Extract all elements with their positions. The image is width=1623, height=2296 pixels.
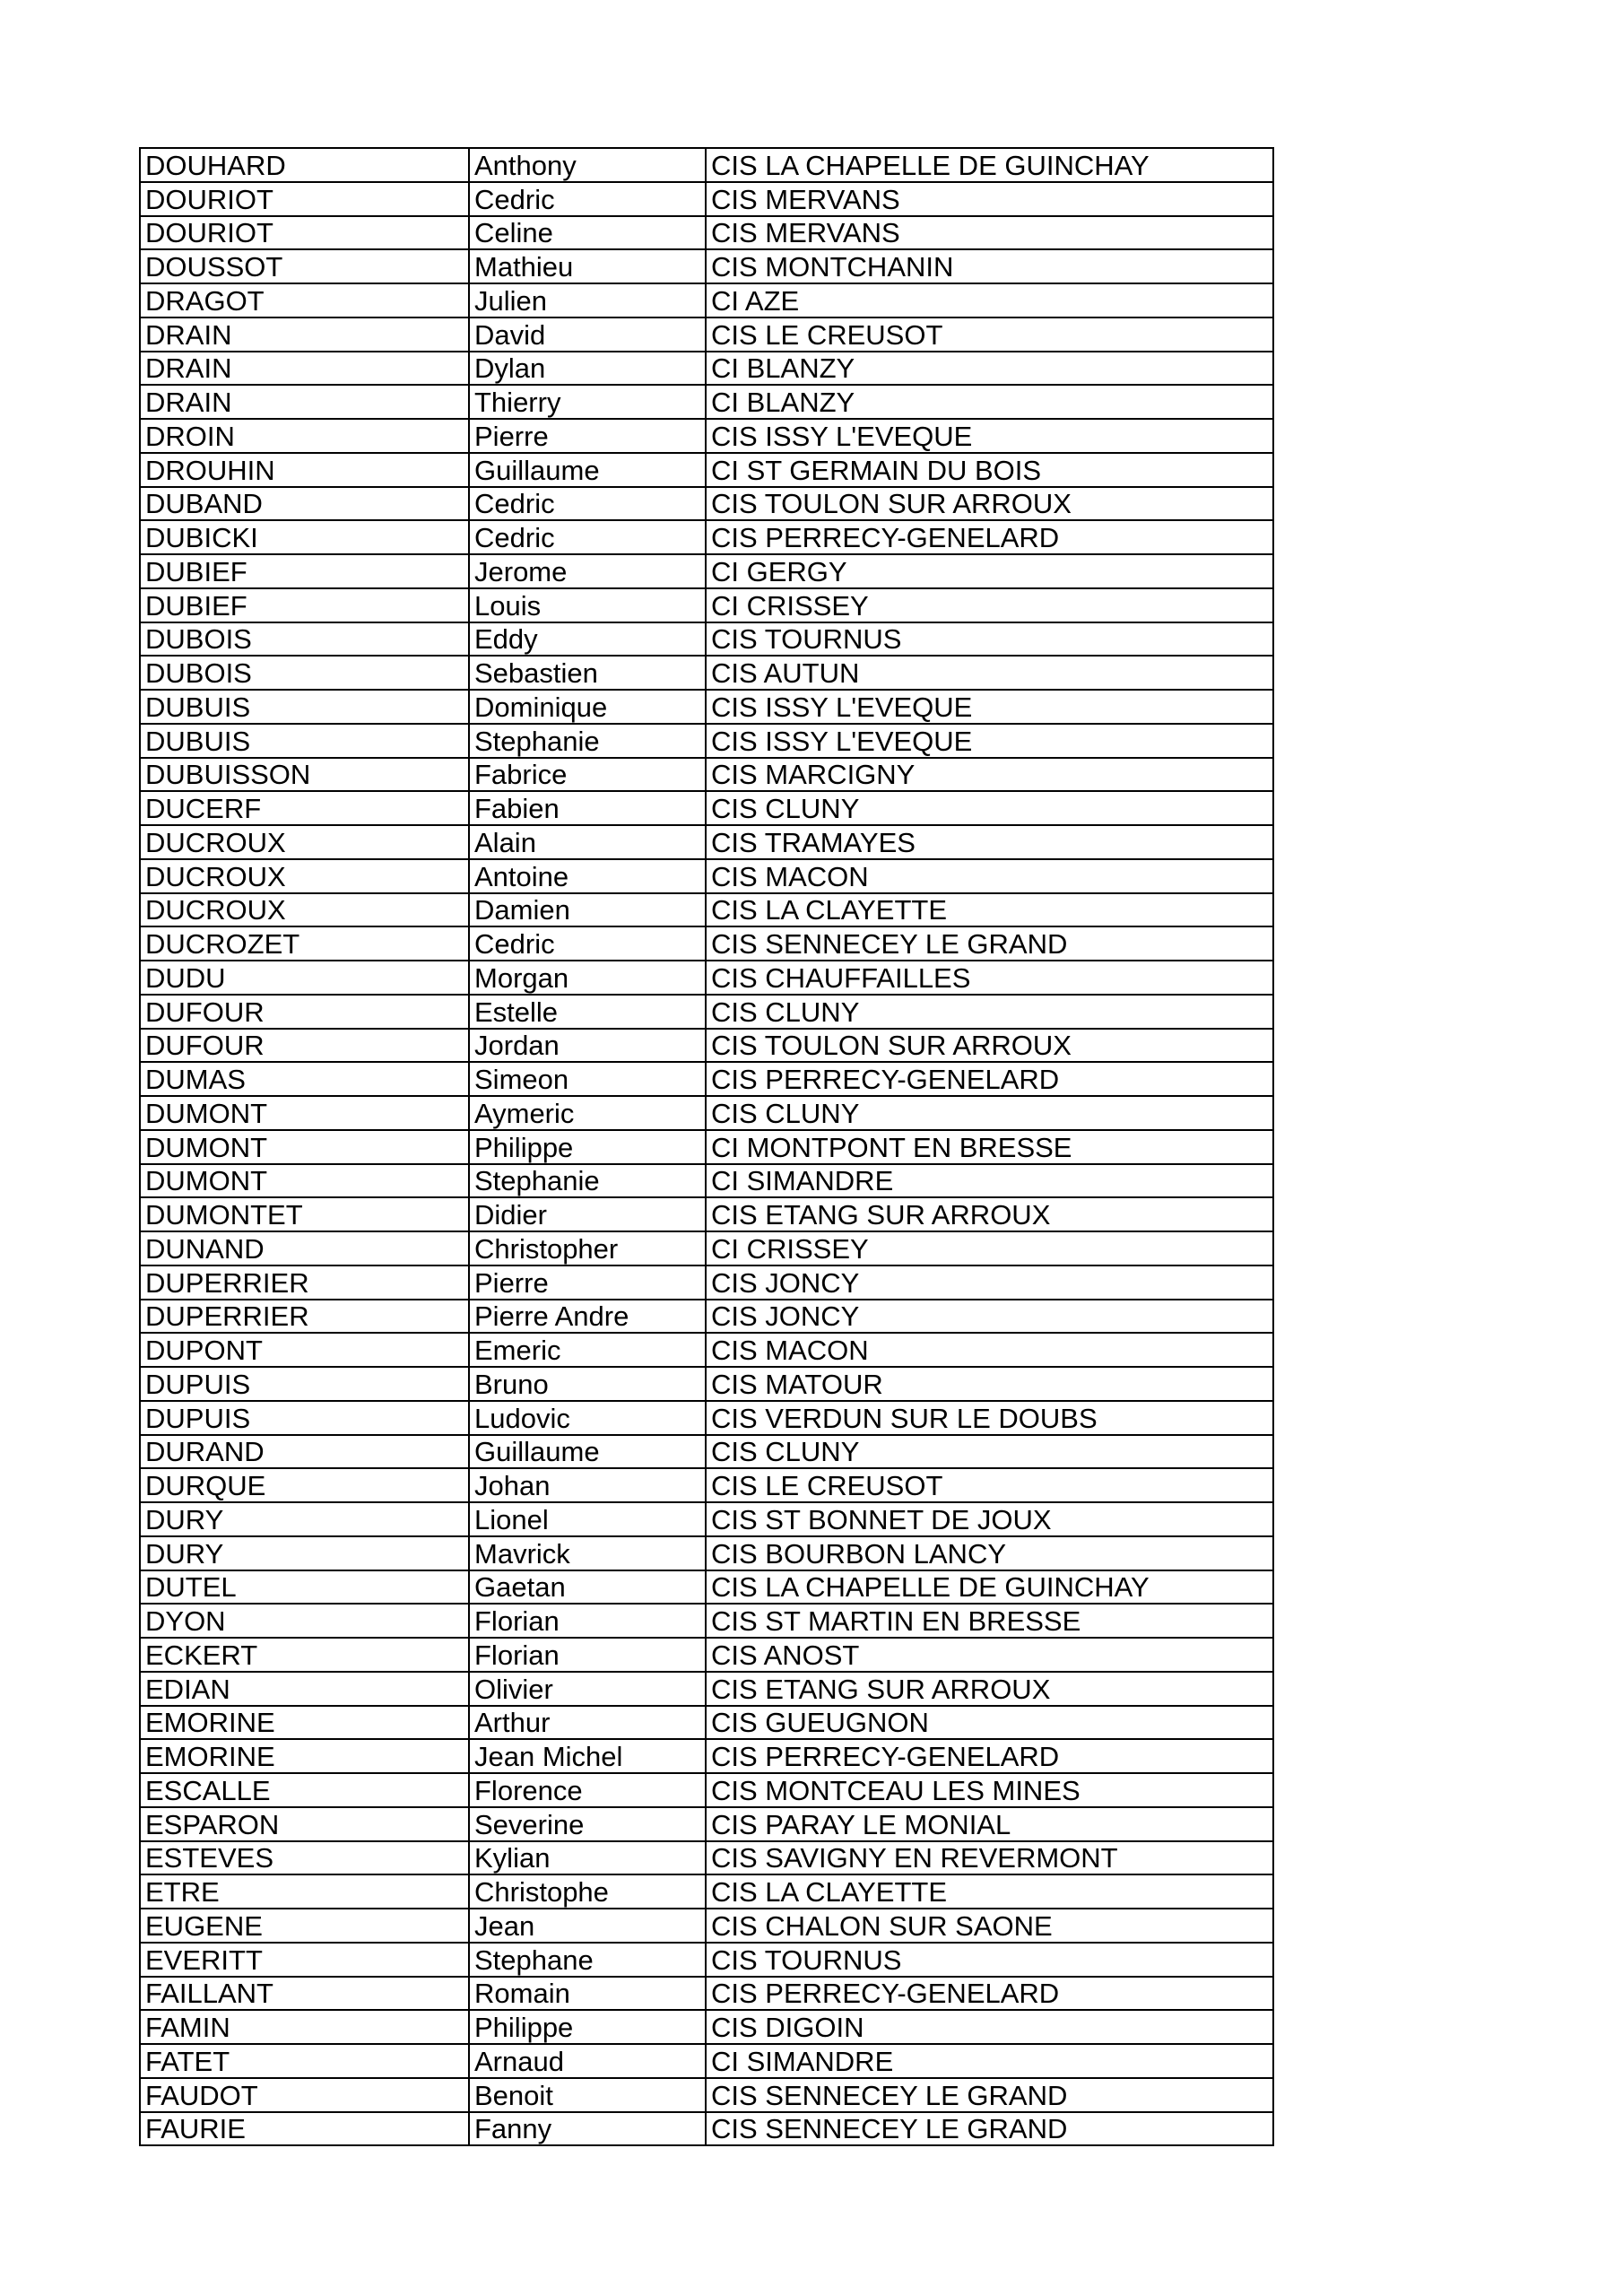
first-name-cell: Damien: [469, 893, 706, 927]
first-name-cell: Jean: [469, 1909, 706, 1943]
last-name-cell: DUCROZET: [140, 926, 469, 961]
station-cell: CIS TOURNUS: [706, 622, 1273, 657]
station-cell: CIS LE CREUSOT: [706, 1468, 1273, 1502]
table-row: [140, 453, 1273, 487]
station-cell: CIS TOULON SUR ARROUX: [706, 487, 1273, 521]
table-row: [140, 1739, 1273, 1773]
last-name-cell: ESTEVES: [140, 1841, 469, 1875]
table-row: [140, 1874, 1273, 1909]
last-name-cell: DRAIN: [140, 352, 469, 386]
first-name-cell: Florian: [469, 1604, 706, 1638]
table-row: [140, 182, 1273, 216]
last-name-cell: DUBAND: [140, 487, 469, 521]
last-name-cell: ETRE: [140, 1874, 469, 1909]
last-name-cell: DRAGOT: [140, 283, 469, 317]
station-cell: CI CRISSEY: [706, 588, 1273, 622]
first-name-cell: Cedric: [469, 520, 706, 554]
station-cell: CIS MATOUR: [706, 1367, 1273, 1401]
station-cell: CIS ISSY L'EVEQUE: [706, 724, 1273, 758]
station-cell: CIS CHALON SUR SAONE: [706, 1909, 1273, 1943]
first-name-cell: Benoit: [469, 2078, 706, 2112]
first-name-cell: Pierre Andre: [469, 1300, 706, 1334]
first-name-cell: Emeric: [469, 1333, 706, 1367]
last-name-cell: DUBICKI: [140, 520, 469, 554]
first-name-cell: Simeon: [469, 1062, 706, 1096]
station-cell: CIS ISSY L'EVEQUE: [706, 690, 1273, 724]
table-row: [140, 352, 1273, 386]
table-row: [140, 216, 1273, 250]
station-cell: CIS LE CREUSOT: [706, 317, 1273, 352]
station-cell: CIS MONTCHANIN: [706, 249, 1273, 283]
last-name-cell: EUGENE: [140, 1909, 469, 1943]
table-row: [140, 926, 1273, 961]
station-cell: CIS MERVANS: [706, 216, 1273, 250]
table-row: [140, 825, 1273, 859]
last-name-cell: DUFOUR: [140, 1029, 469, 1063]
station-cell: CI AZE: [706, 283, 1273, 317]
last-name-cell: DUBOIS: [140, 622, 469, 657]
table-row: [140, 1401, 1273, 1435]
first-name-cell: Christopher: [469, 1231, 706, 1265]
first-name-cell: Stephane: [469, 1943, 706, 1977]
table-row: [140, 1909, 1273, 1943]
first-name-cell: Antoine: [469, 859, 706, 893]
station-cell: CI BLANZY: [706, 385, 1273, 419]
last-name-cell: DROIN: [140, 419, 469, 453]
station-cell: CIS SENNECEY LE GRAND: [706, 2078, 1273, 2112]
first-name-cell: Cedric: [469, 182, 706, 216]
table-row: [140, 148, 1273, 182]
station-cell: CI MONTPONT EN BRESSE: [706, 1130, 1273, 1164]
last-name-cell: DUBUISSON: [140, 758, 469, 792]
station-cell: CIS JONCY: [706, 1300, 1273, 1334]
table-row: [140, 1367, 1273, 1401]
station-cell: CI SIMANDRE: [706, 2044, 1273, 2078]
station-cell: CIS ETANG SUR ARROUX: [706, 1672, 1273, 1706]
station-cell: CIS LA CHAPELLE DE GUINCHAY: [706, 148, 1273, 182]
last-name-cell: EMORINE: [140, 1706, 469, 1740]
first-name-cell: Cedric: [469, 926, 706, 961]
table-row: [140, 622, 1273, 657]
table-row: [140, 419, 1273, 453]
table-row: [140, 1706, 1273, 1740]
table-row: [140, 961, 1273, 995]
station-cell: CIS TOURNUS: [706, 1943, 1273, 1977]
first-name-cell: Estelle: [469, 995, 706, 1029]
station-cell: CIS LA CLAYETTE: [706, 1874, 1273, 1909]
first-name-cell: Bruno: [469, 1367, 706, 1401]
first-name-cell: Florian: [469, 1638, 706, 1672]
last-name-cell: EMORINE: [140, 1739, 469, 1773]
first-name-cell: Arthur: [469, 1706, 706, 1740]
table-row: [140, 249, 1273, 283]
table-row: [140, 1130, 1273, 1164]
first-name-cell: Jordan: [469, 1029, 706, 1063]
last-name-cell: DYON: [140, 1604, 469, 1638]
table-row: [140, 1943, 1273, 1977]
last-name-cell: DOURIOT: [140, 216, 469, 250]
station-cell: CIS MERVANS: [706, 182, 1273, 216]
last-name-cell: FATET: [140, 2044, 469, 2078]
first-name-cell: Dominique: [469, 690, 706, 724]
station-cell: CI CRISSEY: [706, 1231, 1273, 1265]
last-name-cell: ESPARON: [140, 1807, 469, 1841]
last-name-cell: ECKERT: [140, 1638, 469, 1672]
first-name-cell: Fabien: [469, 791, 706, 825]
first-name-cell: Guillaume: [469, 1435, 706, 1469]
table-row: [140, 1300, 1273, 1334]
last-name-cell: FAUDOT: [140, 2078, 469, 2112]
last-name-cell: DUBOIS: [140, 656, 469, 690]
first-name-cell: Philippe: [469, 2010, 706, 2044]
station-cell: CIS PARAY LE MONIAL: [706, 1807, 1273, 1841]
table-row: [140, 1062, 1273, 1096]
last-name-cell: DRAIN: [140, 317, 469, 352]
table-row: [140, 724, 1273, 758]
table-row: [140, 758, 1273, 792]
last-name-cell: DUMONT: [140, 1130, 469, 1164]
table-row: [140, 859, 1273, 893]
first-name-cell: Julien: [469, 283, 706, 317]
station-cell: CIS PERRECY-GENELARD: [706, 1739, 1273, 1773]
last-name-cell: DURAND: [140, 1435, 469, 1469]
first-name-cell: Pierre: [469, 419, 706, 453]
personnel-table-body: [140, 148, 1273, 2145]
station-cell: CIS CLUNY: [706, 1096, 1273, 1130]
table-row: [140, 1468, 1273, 1502]
station-cell: CIS SAVIGNY EN REVERMONT: [706, 1841, 1273, 1875]
last-name-cell: DUTEL: [140, 1570, 469, 1605]
last-name-cell: DOUHARD: [140, 148, 469, 182]
personnel-table: [139, 147, 1274, 2146]
station-cell: CIS CLUNY: [706, 995, 1273, 1029]
first-name-cell: Guillaume: [469, 453, 706, 487]
station-cell: CIS DIGOIN: [706, 2010, 1273, 2044]
first-name-cell: Kylian: [469, 1841, 706, 1875]
last-name-cell: DURQUE: [140, 1468, 469, 1502]
last-name-cell: DUMONT: [140, 1096, 469, 1130]
last-name-cell: DUCERF: [140, 791, 469, 825]
last-name-cell: DUCROUX: [140, 893, 469, 927]
last-name-cell: DUCROUX: [140, 825, 469, 859]
station-cell: CIS JONCY: [706, 1265, 1273, 1300]
last-name-cell: FAILLANT: [140, 1977, 469, 2011]
first-name-cell: Celine: [469, 216, 706, 250]
first-name-cell: Morgan: [469, 961, 706, 995]
table-row: [140, 1536, 1273, 1570]
station-cell: CIS AUTUN: [706, 656, 1273, 690]
station-cell: CIS LA CHAPELLE DE GUINCHAY: [706, 1570, 1273, 1605]
station-cell: CIS PERRECY-GENELARD: [706, 1062, 1273, 1096]
first-name-cell: Florence: [469, 1773, 706, 1807]
first-name-cell: Aymeric: [469, 1096, 706, 1130]
station-cell: CIS PERRECY-GENELARD: [706, 520, 1273, 554]
first-name-cell: Severine: [469, 1807, 706, 1841]
table-row: [140, 385, 1273, 419]
last-name-cell: DURY: [140, 1536, 469, 1570]
station-cell: CIS BOURBON LANCY: [706, 1536, 1273, 1570]
station-cell: CIS MONTCEAU LES MINES: [706, 1773, 1273, 1807]
last-name-cell: DUPUIS: [140, 1401, 469, 1435]
table-row: [140, 554, 1273, 588]
table-row: [140, 1977, 1273, 2011]
first-name-cell: Romain: [469, 1977, 706, 2011]
table-row: [140, 2010, 1273, 2044]
first-name-cell: Philippe: [469, 1130, 706, 1164]
first-name-cell: Didier: [469, 1197, 706, 1231]
table-row: [140, 1502, 1273, 1536]
table-row: [140, 690, 1273, 724]
first-name-cell: Jerome: [469, 554, 706, 588]
table-row: [140, 1197, 1273, 1231]
table-row: [140, 1570, 1273, 1605]
table-row: [140, 1841, 1273, 1875]
station-cell: CIS SENNECEY LE GRAND: [706, 2112, 1273, 2146]
first-name-cell: Thierry: [469, 385, 706, 419]
table-row: [140, 1773, 1273, 1807]
station-cell: CIS GUEUGNON: [706, 1706, 1273, 1740]
station-cell: CIS CLUNY: [706, 791, 1273, 825]
last-name-cell: FAURIE: [140, 2112, 469, 2146]
last-name-cell: DOURIOT: [140, 182, 469, 216]
last-name-cell: DUBUIS: [140, 724, 469, 758]
last-name-cell: DURY: [140, 1502, 469, 1536]
table-row: [140, 893, 1273, 927]
last-name-cell: DUBIEF: [140, 554, 469, 588]
table-row: [140, 995, 1273, 1029]
table-row: [140, 1604, 1273, 1638]
station-cell: CI GERGY: [706, 554, 1273, 588]
last-name-cell: DUMONTET: [140, 1197, 469, 1231]
table-row: [140, 1807, 1273, 1841]
table-row: [140, 1029, 1273, 1063]
first-name-cell: David: [469, 317, 706, 352]
last-name-cell: DUPONT: [140, 1333, 469, 1367]
last-name-cell: DUCROUX: [140, 859, 469, 893]
last-name-cell: DUNAND: [140, 1231, 469, 1265]
first-name-cell: Louis: [469, 588, 706, 622]
table-row: [140, 1096, 1273, 1130]
station-cell: CI SIMANDRE: [706, 1164, 1273, 1198]
station-cell: CIS PERRECY-GENELARD: [706, 1977, 1273, 2011]
table-row: [140, 1164, 1273, 1198]
station-cell: CIS SENNECEY LE GRAND: [706, 926, 1273, 961]
station-cell: CIS CLUNY: [706, 1435, 1273, 1469]
station-cell: CIS ST MARTIN EN BRESSE: [706, 1604, 1273, 1638]
station-cell: CIS MACON: [706, 1333, 1273, 1367]
table-row: [140, 1333, 1273, 1367]
first-name-cell: Dylan: [469, 352, 706, 386]
table-row: [140, 1231, 1273, 1265]
station-cell: CIS TOULON SUR ARROUX: [706, 1029, 1273, 1063]
last-name-cell: DOUSSOT: [140, 249, 469, 283]
last-name-cell: FAMIN: [140, 2010, 469, 2044]
first-name-cell: Stephanie: [469, 724, 706, 758]
station-cell: CIS LA CLAYETTE: [706, 893, 1273, 927]
first-name-cell: Alain: [469, 825, 706, 859]
last-name-cell: DUFOUR: [140, 995, 469, 1029]
table-row: [140, 317, 1273, 352]
station-cell: CIS TRAMAYES: [706, 825, 1273, 859]
first-name-cell: Stephanie: [469, 1164, 706, 1198]
table-row: [140, 588, 1273, 622]
last-name-cell: EVERITT: [140, 1943, 469, 1977]
table-row: [140, 520, 1273, 554]
station-cell: CIS CHAUFFAILLES: [706, 961, 1273, 995]
last-name-cell: DUPERRIER: [140, 1265, 469, 1300]
last-name-cell: DUMONT: [140, 1164, 469, 1198]
station-cell: CIS ANOST: [706, 1638, 1273, 1672]
station-cell: CI BLANZY: [706, 352, 1273, 386]
last-name-cell: DUDU: [140, 961, 469, 995]
first-name-cell: Fabrice: [469, 758, 706, 792]
first-name-cell: Ludovic: [469, 1401, 706, 1435]
station-cell: CIS ETANG SUR ARROUX: [706, 1197, 1273, 1231]
first-name-cell: Pierre: [469, 1265, 706, 1300]
table-row: [140, 2112, 1273, 2146]
first-name-cell: Cedric: [469, 487, 706, 521]
first-name-cell: Mathieu: [469, 249, 706, 283]
first-name-cell: Eddy: [469, 622, 706, 657]
last-name-cell: DRAIN: [140, 385, 469, 419]
first-name-cell: Jean Michel: [469, 1739, 706, 1773]
table-row: [140, 1672, 1273, 1706]
table-row: [140, 1435, 1273, 1469]
last-name-cell: DROUHIN: [140, 453, 469, 487]
first-name-cell: Christophe: [469, 1874, 706, 1909]
first-name-cell: Gaetan: [469, 1570, 706, 1605]
last-name-cell: DUBIEF: [140, 588, 469, 622]
first-name-cell: Fanny: [469, 2112, 706, 2146]
last-name-cell: ESCALLE: [140, 1773, 469, 1807]
table-row: [140, 283, 1273, 317]
station-cell: CI ST GERMAIN DU BOIS: [706, 453, 1273, 487]
station-cell: CIS ST BONNET DE JOUX: [706, 1502, 1273, 1536]
last-name-cell: DUPERRIER: [140, 1300, 469, 1334]
table-row: [140, 487, 1273, 521]
first-name-cell: Sebastien: [469, 656, 706, 690]
last-name-cell: DUBUIS: [140, 690, 469, 724]
table-row: [140, 2078, 1273, 2112]
last-name-cell: DUMAS: [140, 1062, 469, 1096]
first-name-cell: Olivier: [469, 1672, 706, 1706]
station-cell: CIS MACON: [706, 859, 1273, 893]
table-row: [140, 1265, 1273, 1300]
first-name-cell: Lionel: [469, 1502, 706, 1536]
station-cell: CIS VERDUN SUR LE DOUBS: [706, 1401, 1273, 1435]
table-row: [140, 2044, 1273, 2078]
last-name-cell: EDIAN: [140, 1672, 469, 1706]
first-name-cell: Anthony: [469, 148, 706, 182]
last-name-cell: DUPUIS: [140, 1367, 469, 1401]
station-cell: CIS MARCIGNY: [706, 758, 1273, 792]
table-row: [140, 791, 1273, 825]
table-row: [140, 656, 1273, 690]
table-row: [140, 1638, 1273, 1672]
first-name-cell: Johan: [469, 1468, 706, 1502]
station-cell: CIS ISSY L'EVEQUE: [706, 419, 1273, 453]
first-name-cell: Mavrick: [469, 1536, 706, 1570]
first-name-cell: Arnaud: [469, 2044, 706, 2078]
